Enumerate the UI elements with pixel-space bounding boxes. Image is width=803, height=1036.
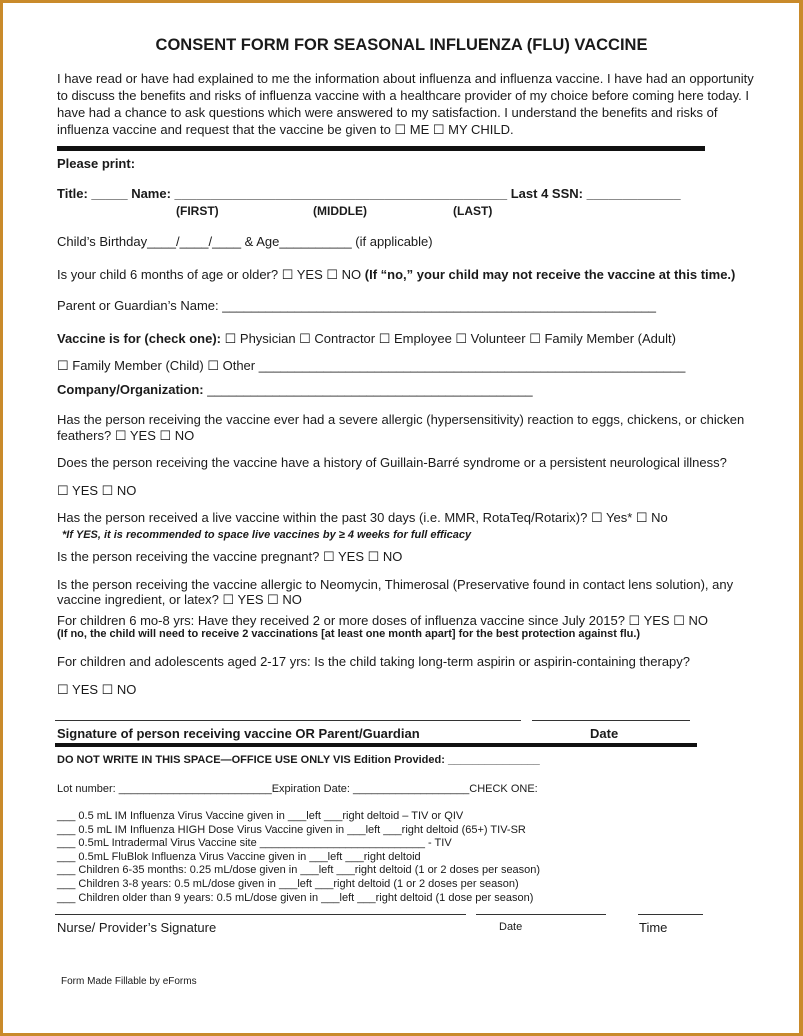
provider-date-label: Date — [499, 921, 523, 933]
provider-date-line[interactable] — [476, 914, 606, 915]
pregnant-question[interactable]: Is the person receiving the vaccine pregnant? ☐ YES ☐ NO — [57, 549, 403, 564]
age-question[interactable]: Is your child 6 months of age or older? ☐ YES ☐ NO — [57, 267, 362, 282]
office-dose-item: ___ 0.5 mL IM Influenza Virus Vaccine given in ___left ___right deltoid – TIV or QIV — [57, 810, 464, 822]
signature-date-label: Date — [590, 726, 619, 741]
office-dose-item: ___ 0.5mL Intradermal Virus Vaccine site ___________________________ - TIV — [57, 837, 452, 850]
neomycin-question-line1: Is the person receiving the vaccine allergic to Neomycin, Thimerosal (Preservative found in contact lens solution), any — [57, 577, 734, 592]
top-divider — [57, 146, 705, 151]
age-question-row — [57, 267, 735, 283]
signature-line[interactable] — [55, 720, 521, 721]
company-row — [57, 382, 533, 397]
live-vaccine-question[interactable]: Has the person received a live vaccine within the past 30 days (i.e. MMR, RotaTeq/Rotarix)? ☐ Yes* ☐ No — [57, 510, 668, 525]
office-dose-item: ___ 0.5 mL IM Influenza HIGH Dose Virus Vaccine given in ___left ___right deltoid (65+) TIV-SR — [57, 823, 526, 836]
office-dose-item: ___ 0.5mL FluBlok Influenza Virus Vaccine given in ___left ___right deltoid — [57, 850, 421, 863]
gbs-question: Does the person receiving the vaccine have a history of Guillain-Barré syndrome or a persistent neurological illness? — [57, 455, 727, 470]
allergy-question-line1: Has the person receiving the vaccine ever had a severe allergic (hypersensitivity) reaction to eggs, chickens, or chicken — [57, 412, 745, 427]
doses-note: (If no, the child will need to receive 2 vaccinations [at least one month apart] for the best protection against flu.) — [57, 628, 641, 640]
signature-date-line[interactable] — [532, 720, 690, 721]
provider-time-line[interactable] — [638, 914, 703, 915]
office-use-header: DO NOT WRITE IN THIS SPACE—OFFICE USE ONLY VIS Edition Provided: _______________ — [57, 754, 540, 766]
age-note: (If “no,” your child may not receive the vaccine at this time.) — [364, 267, 736, 282]
name-middle-label: (MIDDLE) — [313, 204, 367, 218]
guardian-name-field[interactable]: Parent or Guardian’s Name: ____________________________________________________________ — [57, 298, 657, 313]
vaccine-for-row — [57, 331, 676, 347]
signature-label: Signature of person receiving vaccine OR Parent/Guardian — [57, 726, 420, 741]
lot-expiration-row: Lot number: _________________________Expiration Date: ___________________CHECK ONE: — [57, 783, 538, 795]
live-vaccine-note: *If YES, it is recommended to space live vaccines by ≥ 4 weeks for full efficacy — [62, 529, 472, 541]
child-birthday-field[interactable]: Child’s Birthday____/____/____ & Age__________ (if applicable) — [57, 234, 433, 249]
office-divider — [55, 743, 697, 747]
neomycin-question-line2[interactable]: vaccine ingredient, or latex? ☐ YES ☐ NO — [57, 592, 302, 607]
office-dose-item: ___ Children 3-8 years: 0.5 mL/dose given in ___left ___right deltoid (1 or 2 doses per season) — [57, 877, 519, 890]
office-dose-item: ___ Children older than 9 years: 0.5 mL/dose given in ___left ___right deltoid (1 dose per season) — [57, 891, 534, 904]
doses-question[interactable]: For children 6 mo-8 yrs: Have they received 2 or more doses of influenza vaccine since July 2015? ☐ YES ☐ NO — [57, 613, 708, 628]
footer-credit: Form Made Fillable by eForms — [61, 976, 197, 987]
provider-signature-label: Nurse/ Provider’s Signature — [57, 920, 217, 935]
name-last-label: (LAST) — [453, 204, 493, 218]
office-dose-item: ___ Children 6-35 months: 0.25 mL/dose given in ___left ___right deltoid (1 or 2 doses per season) — [57, 864, 541, 877]
provider-time-label: Time — [639, 920, 668, 935]
form-title: CONSENT FORM FOR SEASONAL INFLUENZA (FLU) VACCINE — [155, 36, 648, 54]
office-dose-list — [57, 810, 540, 905]
aspirin-answer[interactable]: ☐ YES ☐ NO — [57, 682, 137, 697]
please-print-label: Please print: — [57, 156, 136, 171]
gbs-answer[interactable]: ☐ YES ☐ NO — [57, 483, 137, 498]
provider-signature-line[interactable] — [55, 914, 466, 915]
company-label: Company/Organization: — [57, 382, 204, 397]
vaccine-for-options-row2[interactable]: ☐ Family Member (Child) ☐ Other ___________________________________________________________ — [57, 358, 686, 373]
allergy-question-line2[interactable]: feathers? ☐ YES ☐ NO — [57, 428, 195, 443]
intro-paragraph: I have read or have had explained to me the information about influenza and influenza vaccine. I have had an opportunity to discuss the benefits and risks of influenza vaccine with a healthcare provider of my choice before coming here today. I have had a chance to ask questions which were answered to my satisfaction. I understand the benefits and risks of influenza vaccine and request that the vaccine be given to ☐ ME ☐ MY CHILD. — [57, 71, 754, 137]
name-first-label: (FIRST) — [176, 204, 219, 218]
vaccine-for-label: Vaccine is for (check one): — [57, 331, 222, 346]
vaccine-for-options[interactable]: ☐ Physician ☐ Contractor ☐ Employee ☐ Volunteer ☐ Family Member (Adult) — [224, 331, 676, 346]
company-field[interactable]: _____________________________________________ — [207, 382, 533, 397]
name-row[interactable]: Title: _____ Name: ______________________________________________ Last 4 SSN: _____________ — [57, 186, 681, 201]
aspirin-question: For children and adolescents aged 2-17 yrs: Is the child taking long-term aspirin or aspirin-containing therapy? — [57, 654, 691, 669]
